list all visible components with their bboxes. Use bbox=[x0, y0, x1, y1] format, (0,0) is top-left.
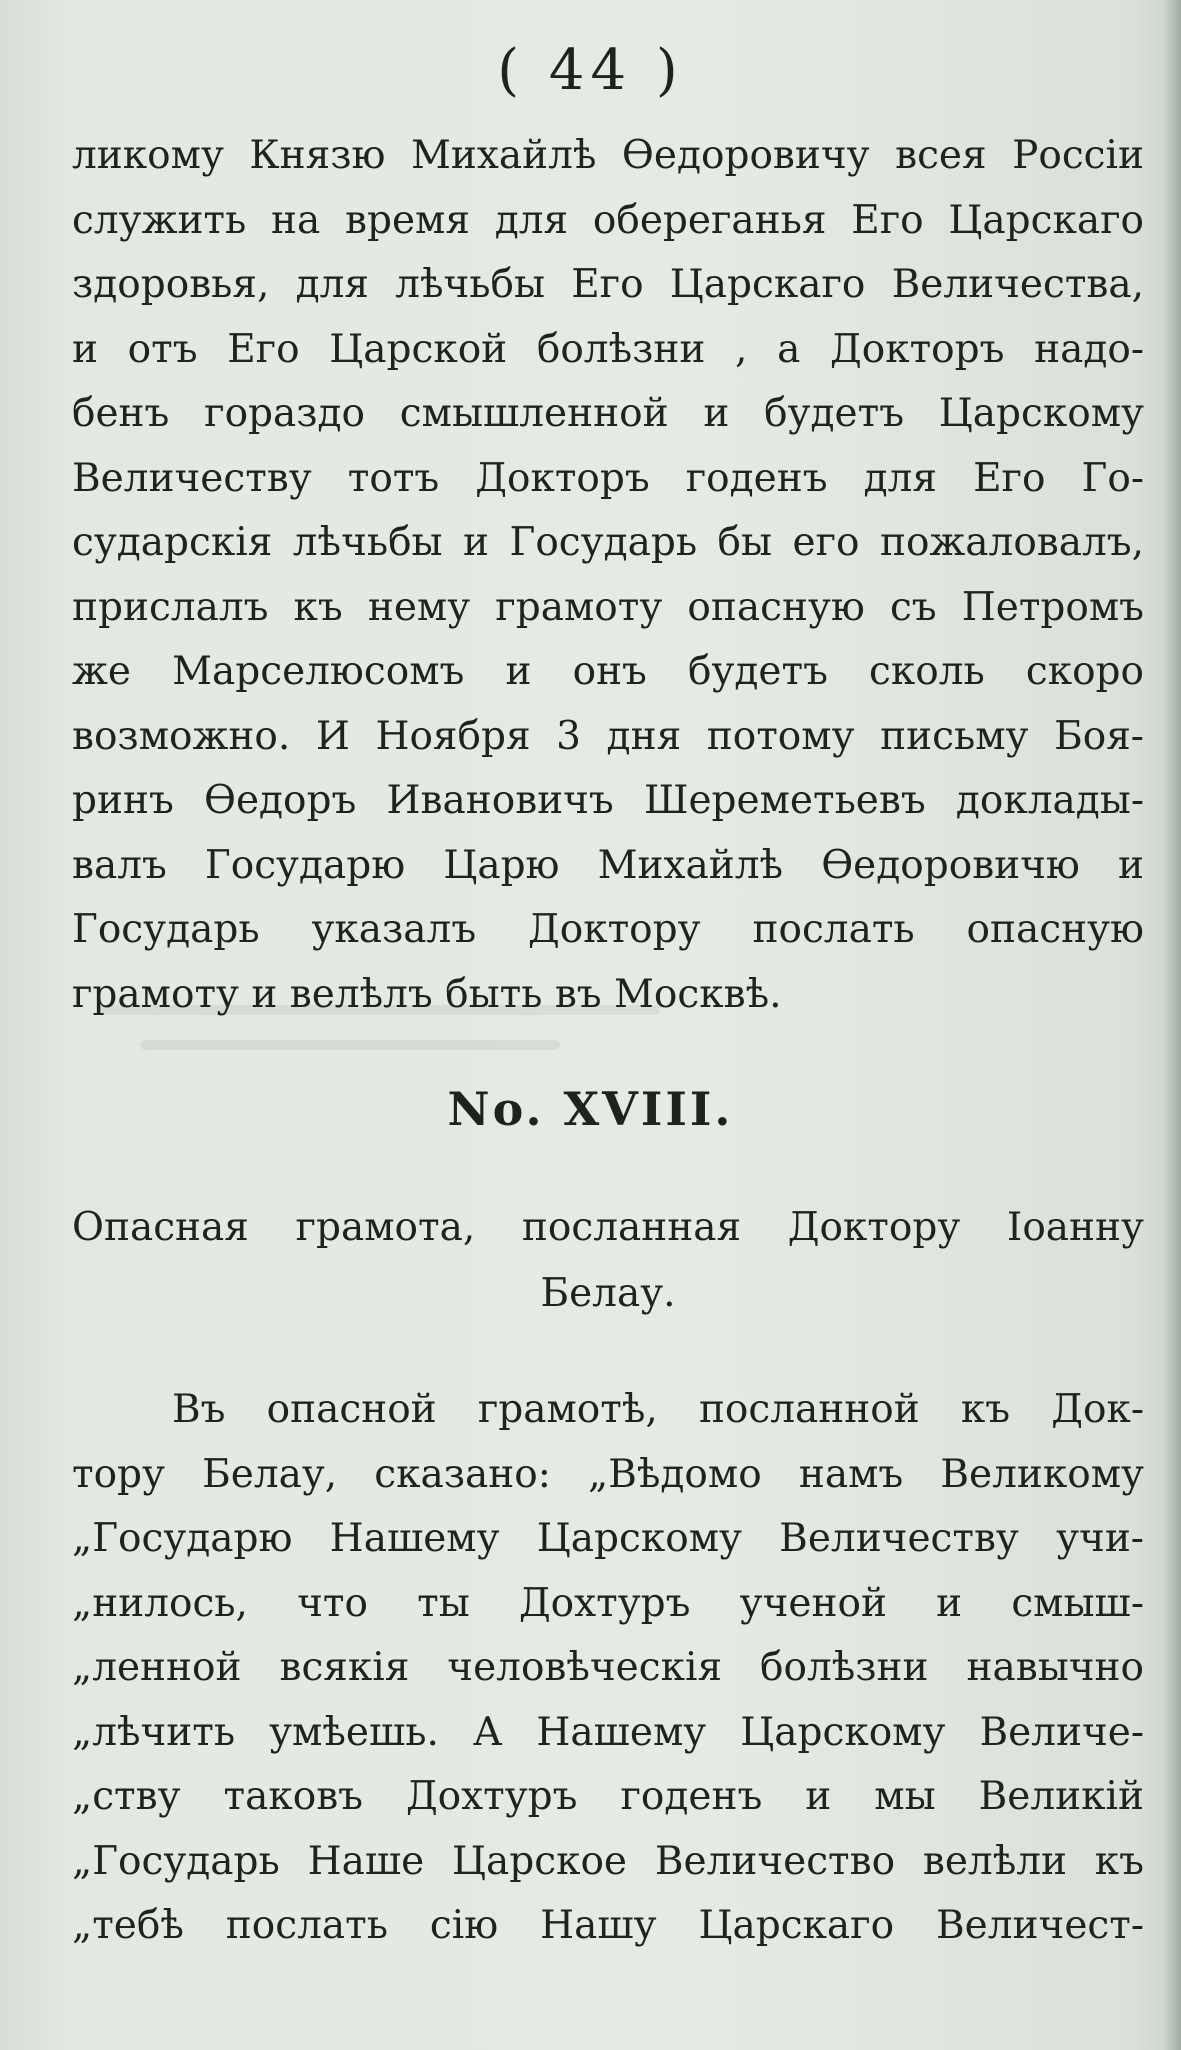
text-line: здоровья, для лѣчьбы Его Царскаго Величества, bbox=[72, 262, 1144, 307]
text-line: ликому Князю Михайлѣ Ѳедоровичу всея Россіи bbox=[72, 133, 1144, 178]
text-line: бенъ гораздо смышленной и будетъ Царскому bbox=[72, 391, 1144, 436]
text-line: и отъ Его Царской болѣзни , а Докторъ надо- bbox=[72, 326, 1144, 372]
text-line: „ству таковъ Дохтуръ годенъ и мы Великій bbox=[72, 1774, 1144, 1819]
text-line: Величеству тотъ Докторъ годенъ для Его Го- bbox=[72, 455, 1144, 501]
page-number: ( 44 ) bbox=[497, 38, 684, 103]
text-line: Въ опасной грамотѣ, посланной къ Док- bbox=[172, 1387, 1144, 1432]
paragraph-1 bbox=[72, 124, 1144, 1027]
text-line: грамоту и велѣлъ быть въ Москвѣ. bbox=[72, 971, 782, 1017]
text-line: валъ Государю Царю Михайлѣ Ѳедоровичю и bbox=[72, 842, 1144, 888]
document-title bbox=[72, 1195, 1144, 1327]
text-line: Государь указалъ Доктору послать опасную bbox=[72, 907, 1144, 952]
title-line: Белау. bbox=[540, 1271, 676, 1316]
paragraph-2 bbox=[72, 1378, 1144, 1959]
text-line: тору Белау, сказано: „Вѣдомо намъ Великому bbox=[72, 1451, 1144, 1497]
text-line: „ленной всякія человѣческія болѣзни навычно bbox=[72, 1645, 1144, 1690]
text-line: же Марселюсомъ и онъ будетъ сколь скоро bbox=[72, 649, 1144, 694]
document-number-heading: No. XVIII. bbox=[447, 1082, 734, 1136]
text-line: „тебѣ послать сію Нашу Царскаго Величест- bbox=[72, 1903, 1144, 1948]
text-line: возможно. И Ноября 3 дня потому письму Боя- bbox=[72, 713, 1144, 759]
text-line: „Государь Наше Царское Величество велѣли къ bbox=[72, 1838, 1144, 1884]
text-line: сударскія лѣчьбы и Государь бы его пожаловалъ, bbox=[72, 520, 1144, 565]
text-line: „лѣчить умѣешь. А Нашему Царскому Величе- bbox=[72, 1709, 1144, 1755]
bleed-through-mark bbox=[140, 1040, 560, 1050]
title-line: Опасная грамота, посланная Доктору Іоанну bbox=[72, 1205, 1144, 1250]
text-line: „нилось, что ты Дохтуръ ученой и смыш- bbox=[72, 1580, 1144, 1626]
text-line: „Государю Нашему Царскому Величеству учи- bbox=[72, 1516, 1144, 1561]
text-line: ринъ Ѳедоръ Ивановичъ Шереметьевъ доклады- bbox=[72, 778, 1144, 823]
text-line: прислалъ къ нему грамоту опасную съ Петромъ bbox=[72, 584, 1144, 630]
text-line: служить на время для обереганья Его Царскаго bbox=[72, 197, 1144, 243]
page-edge-shadow bbox=[1163, 0, 1181, 2050]
